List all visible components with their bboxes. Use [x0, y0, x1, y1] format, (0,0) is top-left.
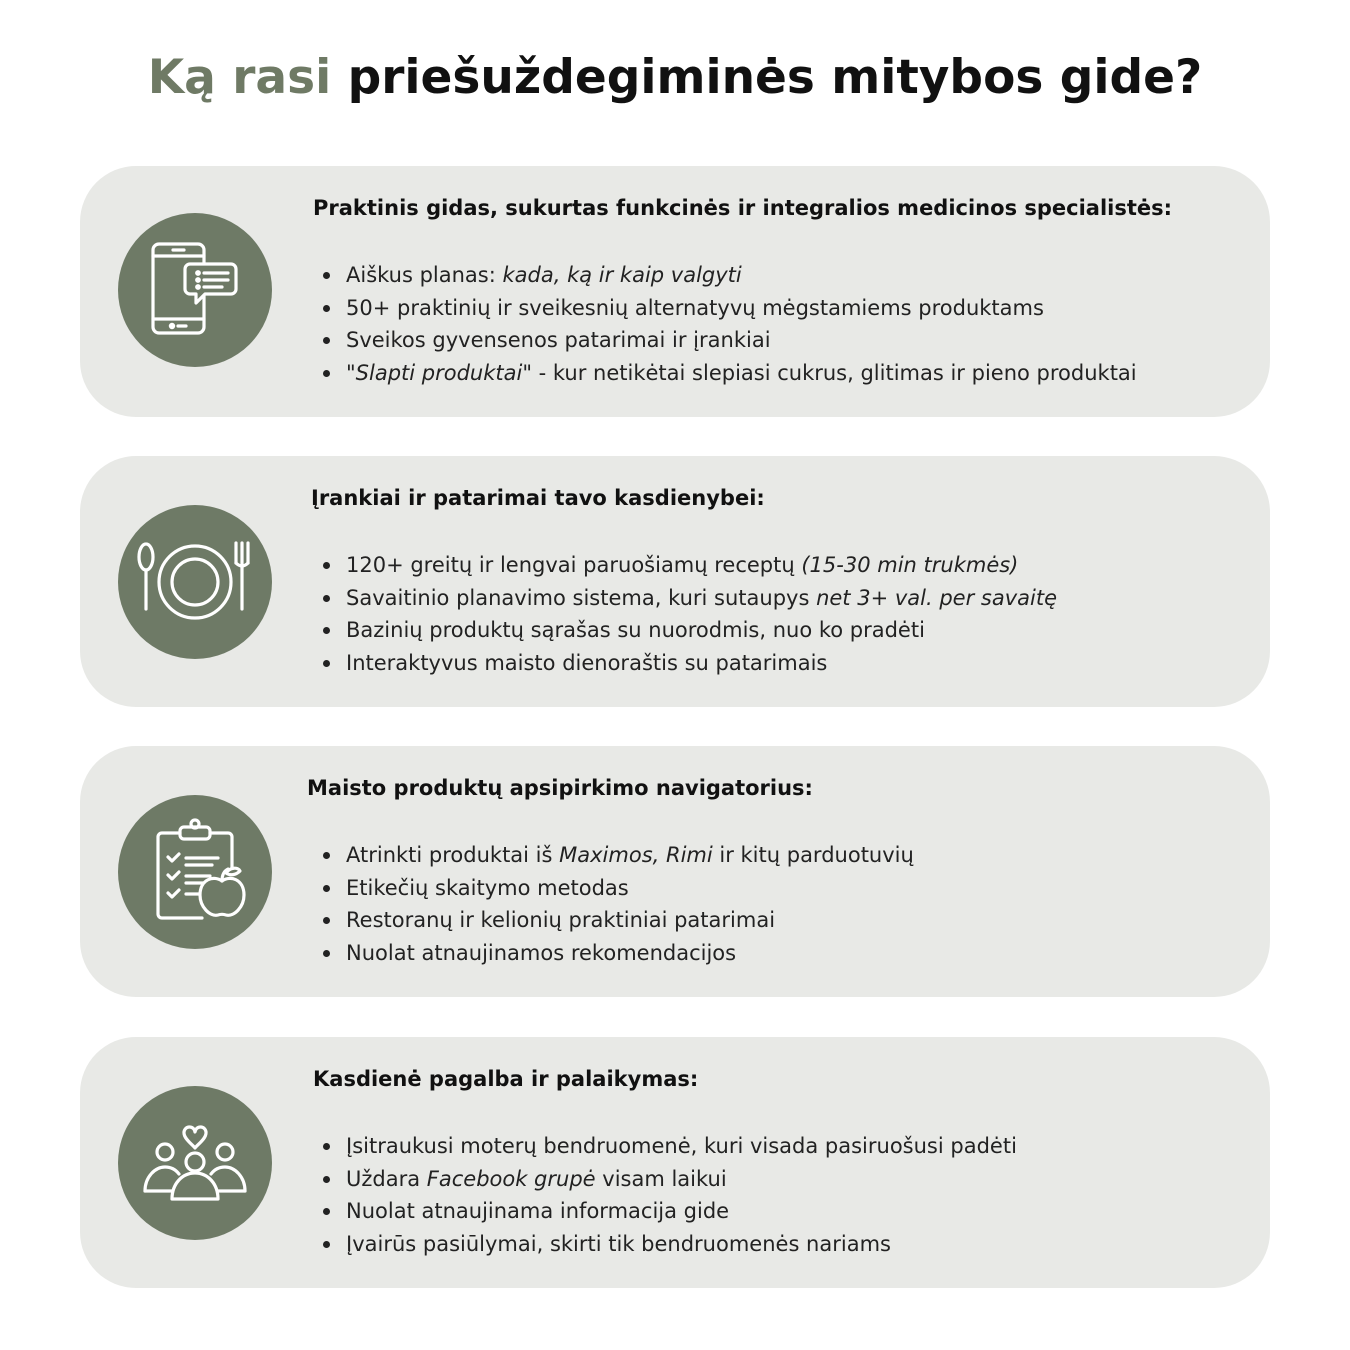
list-item: Restoranų ir kelionių praktiniai patarimai — [316, 904, 914, 937]
bullet-list — [316, 259, 1137, 389]
list-item: Bazinių produktų sąrašas su nuorodmis, nuo ko pradėti — [316, 614, 1057, 647]
list-item: "Slapti produktai" - kur netikėtai slepiasi cukrus, glitimas ir pieno produktai — [316, 357, 1137, 390]
list-item: Etikečių skaitymo metodas — [316, 872, 914, 905]
card-heading: Įrankiai ir patarimai tavo kasdienybei: — [311, 486, 765, 510]
smartphone-chat-icon — [118, 213, 272, 367]
bullet-list — [316, 549, 1057, 679]
list-item: Atrinkti produktai iš Maximos, Rimi ir kitų parduotuvių — [316, 839, 914, 872]
list-item: Uždara Facebook grupė visam laikui — [316, 1163, 1017, 1196]
list-item: 50+ praktinių ir sveikesnių alternatyvų mėgstamiems produktams — [316, 292, 1137, 325]
list-item: Nuolat atnaujinama informacija gide — [316, 1195, 1017, 1228]
list-item: Nuolat atnaujinamos rekomendacijos — [316, 937, 914, 970]
feature-card-daily-tools — [80, 456, 1270, 707]
community-heart-icon — [118, 1086, 272, 1240]
card-heading: Kasdienė pagalba ir palaikymas: — [313, 1067, 699, 1091]
card-heading: Praktinis gidas, sukurtas funkcinės ir integralios medicinos specialistės: — [313, 196, 1173, 220]
icon-badge — [118, 213, 272, 367]
title-accent: Ką rasi — [147, 50, 332, 105]
icon-badge — [118, 1086, 272, 1240]
title-main: priešuždegiminės mitybos gide? — [347, 50, 1203, 105]
icon-badge — [118, 795, 272, 949]
list-item: Įvairūs pasiūlymai, skirti tik bendruomenės nariams — [316, 1228, 1017, 1261]
list-item: Savaitinio planavimo sistema, kuri sutaupys net 3+ val. per savaitę — [316, 582, 1057, 615]
bullet-list — [316, 839, 914, 969]
list-item: Aiškus planas: kada, ką ir kaip valgyti — [316, 259, 1137, 292]
card-heading: Maisto produktų apsipirkimo navigatorius: — [307, 776, 813, 800]
feature-card-practical-guide — [80, 166, 1270, 417]
clipboard-apple-icon — [118, 795, 272, 949]
list-item: Interaktyvus maisto dienoraštis su patarimais — [316, 647, 1057, 680]
plate-cutlery-icon — [118, 505, 272, 659]
list-item: Sveikos gyvensenos patarimai ir įrankiai — [316, 324, 1137, 357]
list-item: 120+ greitų ir lengvai paruošiamų receptų (15-30 min trukmės) — [316, 549, 1057, 582]
icon-badge — [118, 505, 272, 659]
feature-card-support — [80, 1037, 1270, 1288]
feature-card-shopping-navigator — [80, 746, 1270, 997]
list-item: Įsitraukusi moterų bendruomenė, kuri visada pasiruošusi padėti — [316, 1130, 1017, 1163]
bullet-list — [316, 1130, 1017, 1260]
page-title — [0, 52, 1350, 104]
